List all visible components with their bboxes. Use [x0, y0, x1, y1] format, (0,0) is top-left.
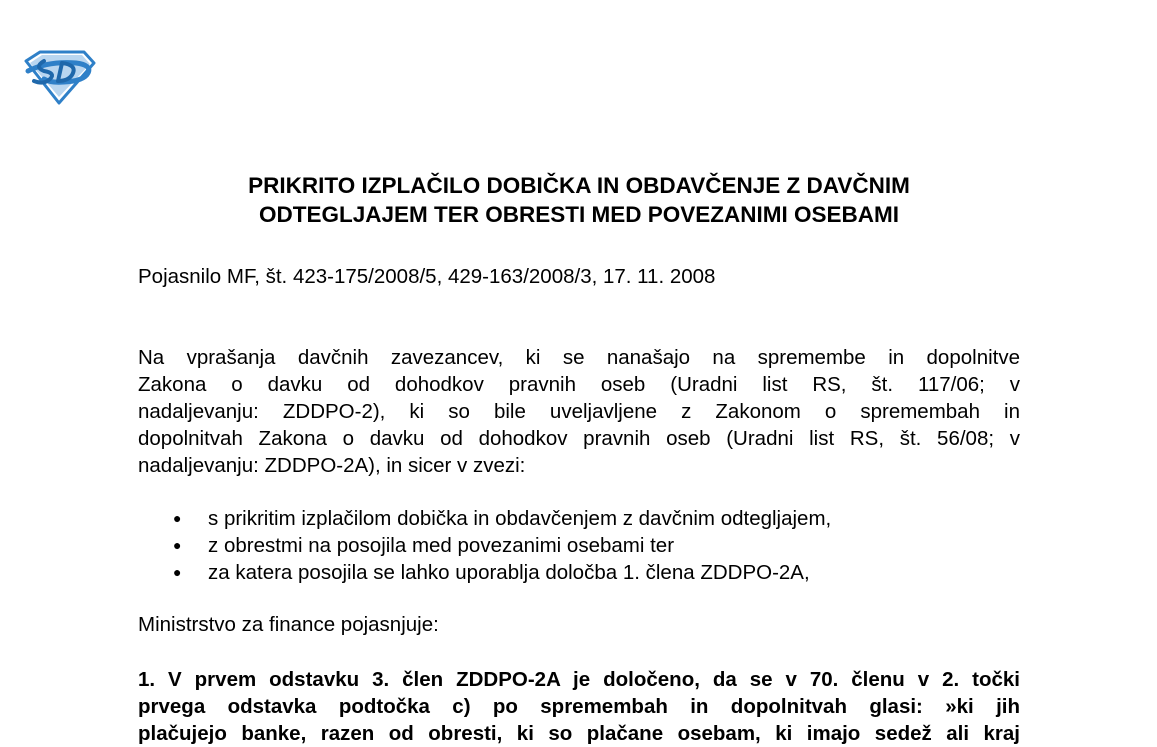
title-line-2: ODTEGLJAJEM TER OBRESTI MED POVEZANIMI OSEBAMI — [258, 202, 900, 227]
bullet-icon: ● — [173, 564, 182, 580]
intro-line: dopolnitvah Zakona o davku od dohodkov pravnih oseb (Uradni list RS, št. 56/08; v — [138, 427, 1020, 450]
intro-line: Zakona o davku od dohodkov pravnih oseb (Uradni list RS, št. 117/06; v — [138, 373, 1020, 396]
paragraph-1-line: 1. V prvem odstavku 3. člen ZDDPO-2A je določeno, da se v 70. členu v 2. točki — [138, 668, 1020, 691]
bullet-item — [138, 559, 831, 586]
intro-line: nadaljevanju: ZDDPO-2A), in sicer v zvezi: — [138, 454, 526, 477]
title-line-1: PRIKRITO IZPLAČILO DOBIČKA IN OBDAVČENJE Z DAVČNIM — [248, 173, 910, 198]
sd-diamond-logo-icon — [22, 49, 96, 105]
bullet-item — [138, 532, 831, 559]
paragraph-1-line: plačujejo banke, razen od obresti, ki so plačane osebam, ki imajo sedež ali kraj — [138, 722, 1020, 745]
intro-line: Na vprašanja davčnih zavezancev, ki se nanašajo na spremembe in dopolnitve — [138, 346, 1020, 369]
sd-logo — [22, 49, 96, 105]
intro-line: nadaljevanju: ZDDPO-2), ki so bile uveljavljene z Zakonom o spremembah in — [138, 400, 1020, 423]
bullet-item — [138, 505, 831, 532]
paragraph-1-line: prvega odstavka podtočka c) po spremembah in dopolnitvah glasi: »ki jih — [138, 695, 1020, 718]
bullet-icon: ● — [173, 537, 182, 553]
bullet-text: z obrestmi na posojila med povezanimi osebami ter — [208, 534, 675, 557]
reference-line: Pojasnilo MF, št. 423-175/2008/5, 429-163/2008/3, 17. 11. 2008 — [138, 265, 716, 288]
topic-bullet-list — [138, 505, 831, 586]
ministry-statement: Ministrstvo za finance pojasnjuje: — [138, 613, 439, 636]
intro-paragraph — [138, 344, 1020, 479]
bullet-text: za katera posojila se lahko uporablja določba 1. člena ZDDPO-2A, — [208, 561, 810, 584]
bullet-text: s prikritim izplačilom dobička in obdavčenjem z davčnim odtegljajem, — [208, 507, 832, 530]
bullet-icon: ● — [173, 510, 182, 526]
document-title — [138, 171, 1020, 229]
paragraph-1 — [138, 666, 1020, 747]
